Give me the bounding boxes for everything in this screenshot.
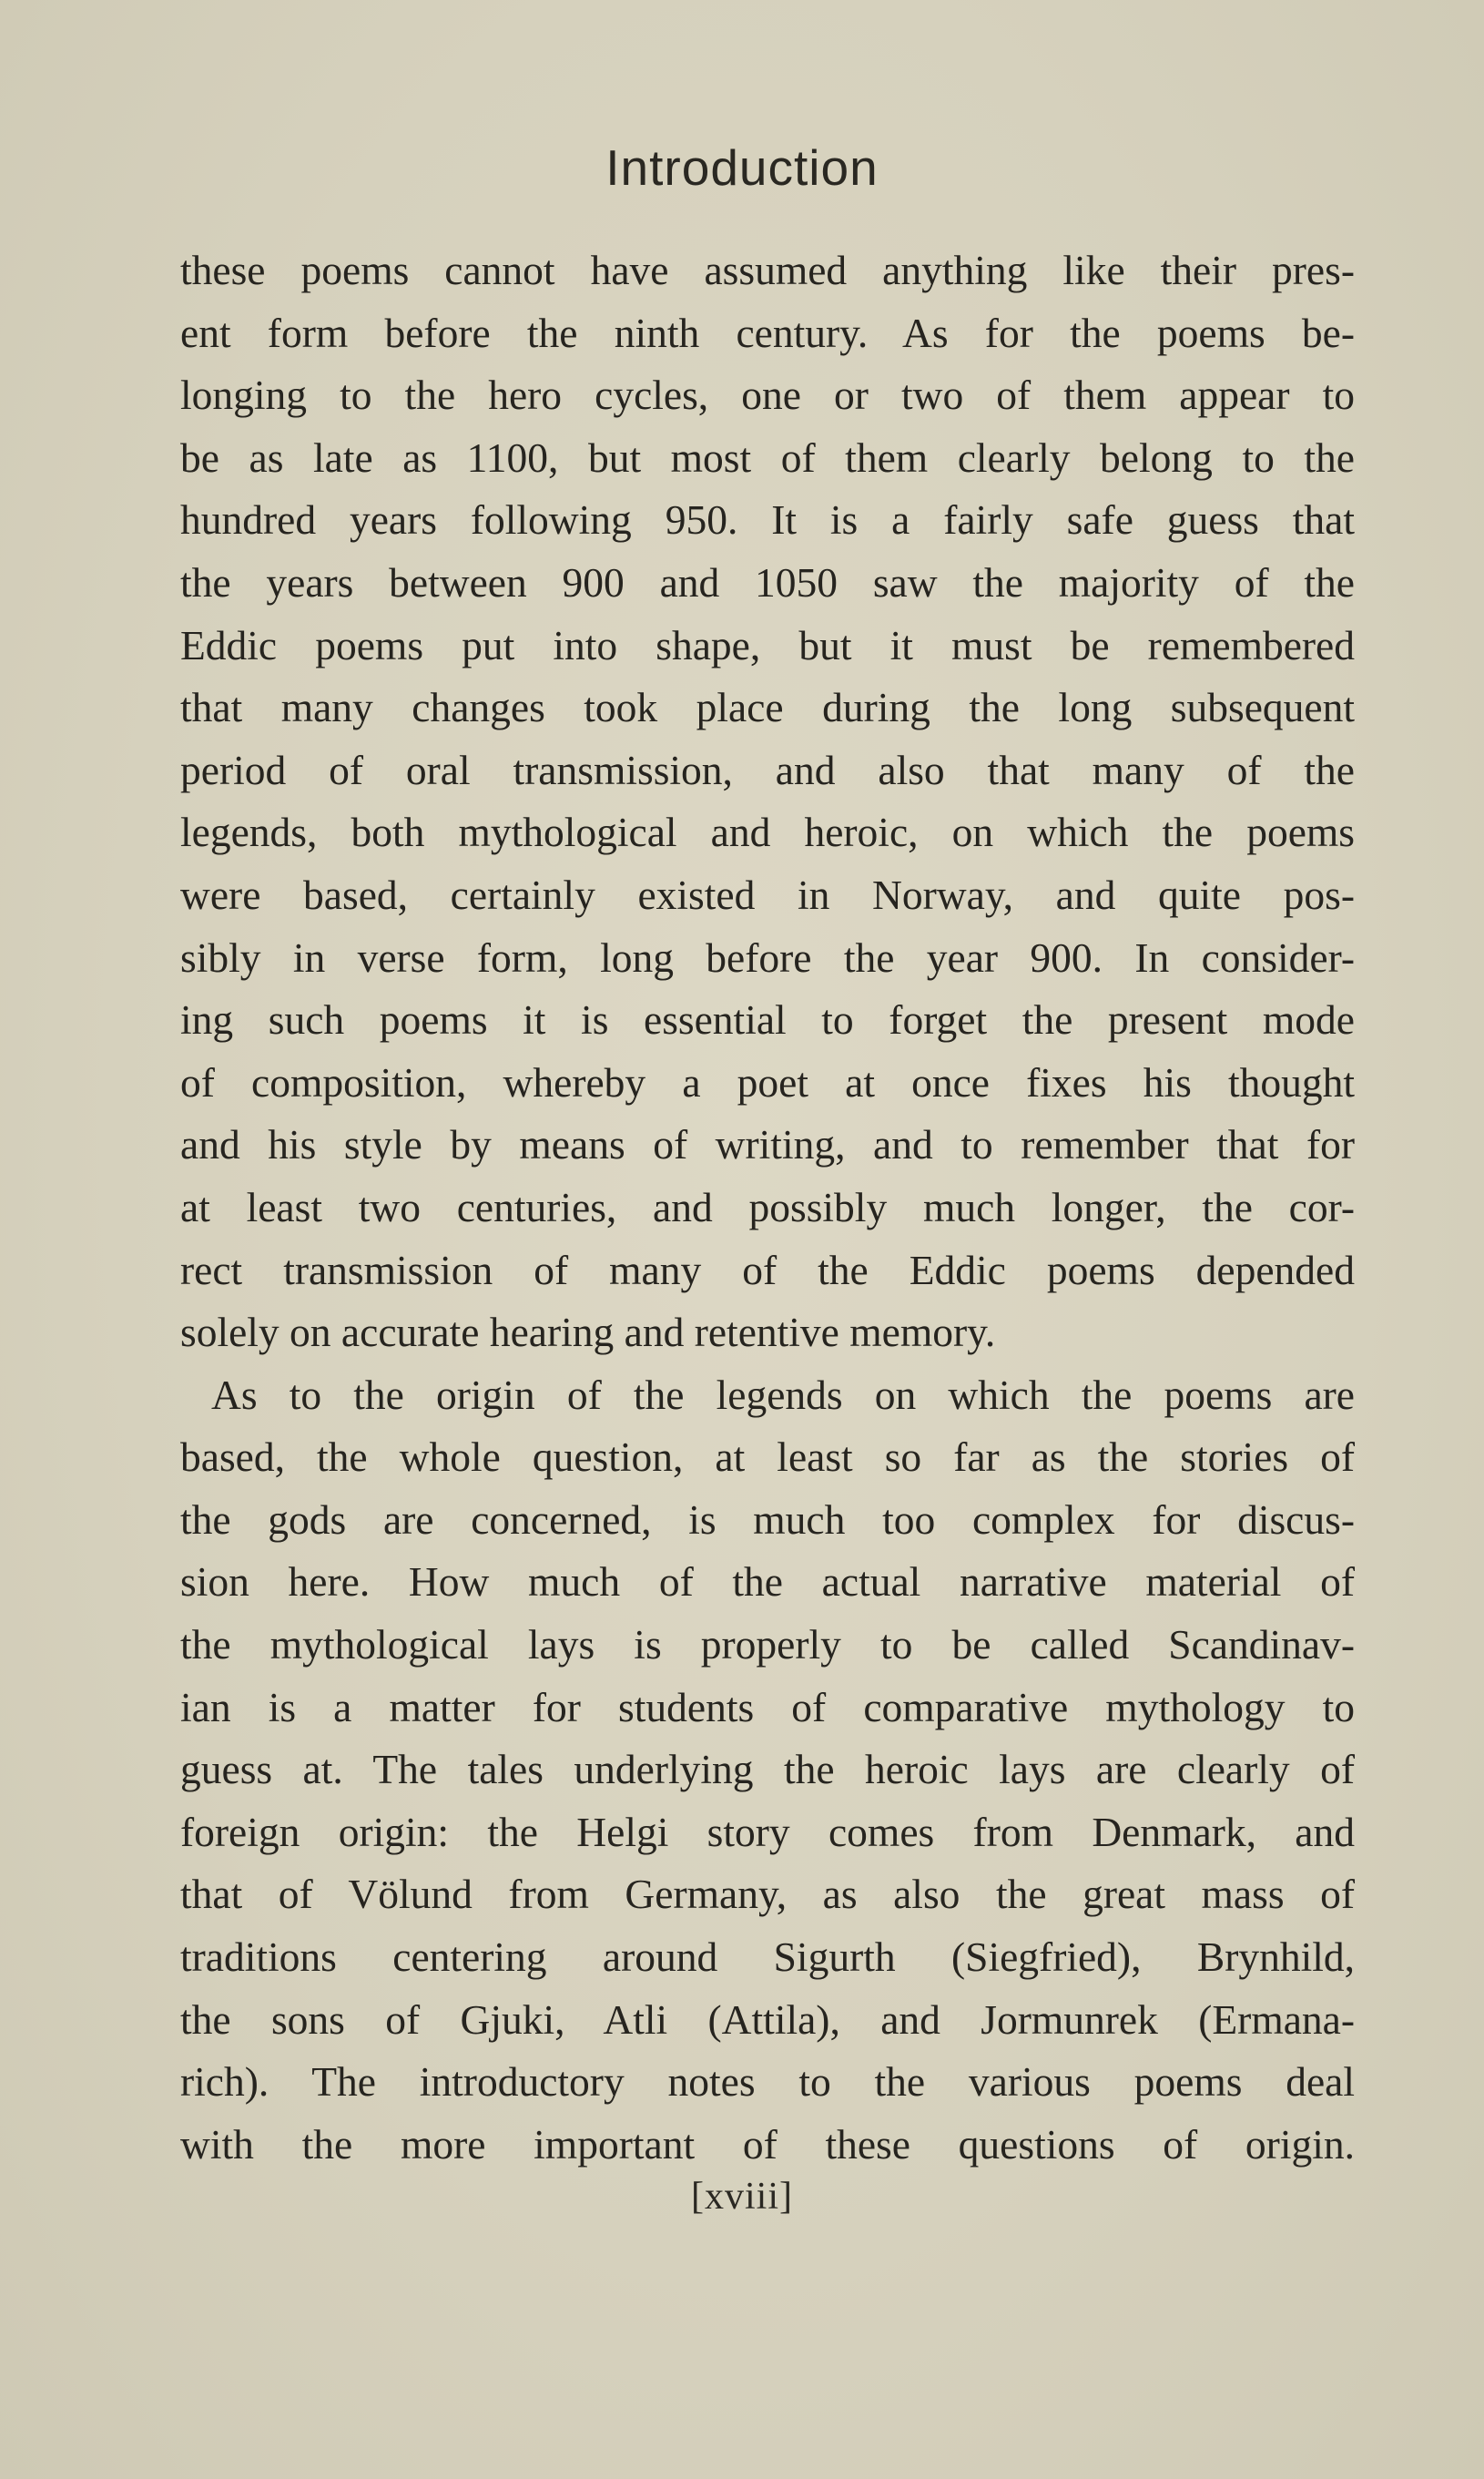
text-line: foreign origin: the Helgi story comes from Denmark, and bbox=[180, 1808, 1355, 1855]
text-line: be as late as 1100, but most of them clearly belong to the bbox=[180, 434, 1355, 481]
paragraph-start-line bbox=[180, 1364, 1355, 1427]
running-head: Introduction bbox=[605, 139, 879, 196]
text-line: at least two centuries, and possibly much longer, the cor- bbox=[180, 1183, 1355, 1230]
text-line: based, the whole question, at least so far as the stories of bbox=[180, 1433, 1355, 1481]
text-line: the mythological lays is properly to be called Scandinav- bbox=[180, 1621, 1355, 1668]
text-line: that of Völund from Germany, as also the great mass of bbox=[180, 1871, 1355, 1918]
text-line: legends, both mythological and heroic, on which the poems bbox=[180, 809, 1355, 856]
text-line: that many changes took place during the long subsequent bbox=[180, 684, 1355, 731]
text-line: were based, certainly existed in Norway, and quite pos- bbox=[180, 871, 1355, 918]
body-text bbox=[180, 240, 1355, 2176]
text-line: solely on accurate hearing and retentive memory. bbox=[180, 1309, 996, 1356]
text-line: rect transmission of many of the Eddic poems depended bbox=[180, 1246, 1355, 1293]
text-line: ent form before the ninth century. As for the poems be- bbox=[180, 309, 1355, 356]
text-line: ian is a matter for students of comparative mythology to bbox=[180, 1683, 1355, 1730]
text-line: ing such poems it is essential to forget the present mode bbox=[180, 996, 1355, 1044]
text-line: rich). The introductory notes to the various poems deal bbox=[180, 2058, 1355, 2106]
text-line: period of oral transmission, and also that many of the bbox=[180, 746, 1355, 793]
text-line: hundred years following 950. It is a fairly safe guess that bbox=[180, 496, 1355, 544]
text-line: sion here. How much of the actual narrative material of bbox=[180, 1558, 1355, 1606]
text-line: traditions centering around Sigurth (Siegfried), Brynhild, bbox=[180, 1933, 1355, 1981]
text-line: the sons of Gjuki, Atli (Attila), and Jormunrek (Ermana- bbox=[180, 1995, 1355, 2043]
text-line: Eddic poems put into shape, but it must be remembered bbox=[180, 621, 1355, 668]
text-line: of composition, whereby a poet at once fixes his thought bbox=[180, 1058, 1355, 1106]
text-line: guess at. The tales underlying the heroic lays are clearly of bbox=[180, 1746, 1355, 1793]
page-number: [xviii] bbox=[691, 2176, 793, 2218]
text-line: the years between 900 and 1050 saw the majority of the bbox=[180, 558, 1355, 606]
text-line: the gods are concerned, is much too complex for discus- bbox=[180, 1495, 1355, 1543]
text-line: sibly in verse form, long before the year 900. In consider- bbox=[180, 933, 1355, 981]
text-line: these poems cannot have assumed anything like their pres- bbox=[180, 247, 1355, 293]
text-line: longing to the hero cycles, one or two of them appear to bbox=[180, 372, 1355, 419]
text-line: As to the origin of the legends on which the poems are bbox=[211, 1371, 1355, 1418]
text-line: with the more important of these questions of origin. bbox=[180, 2120, 1355, 2168]
text-line: and his style by means of writing, and to remember that for bbox=[180, 1121, 1355, 1168]
